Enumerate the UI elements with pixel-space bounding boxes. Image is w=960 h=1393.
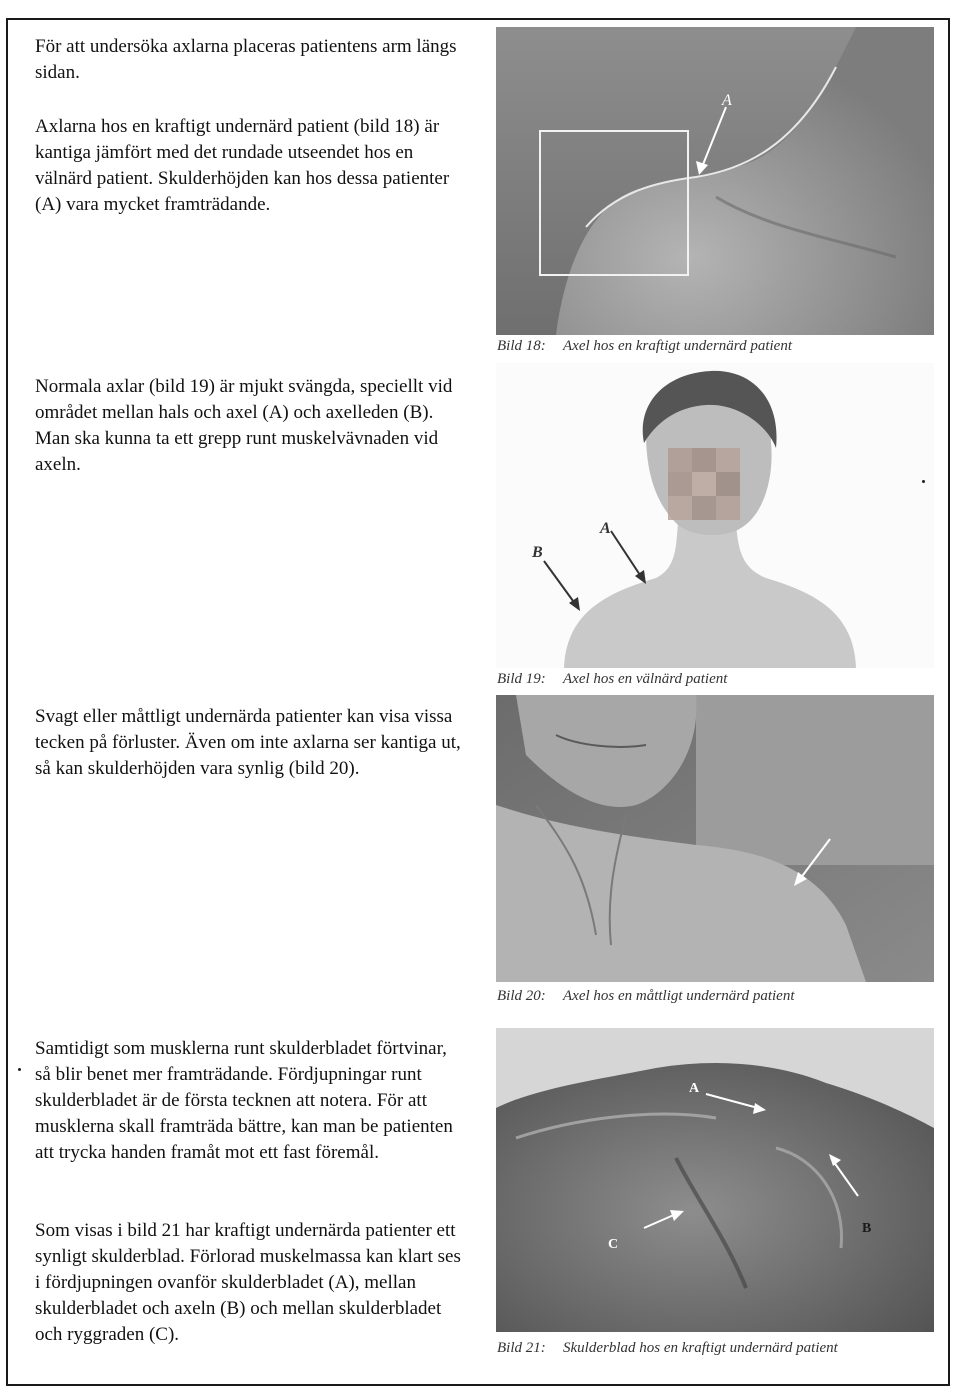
scan-speck: [18, 1068, 21, 1071]
figure-21-label-a: A: [689, 1081, 700, 1096]
figure-20-photo: [496, 695, 934, 982]
moderate-shoulder-photo-icon: [496, 695, 934, 982]
scan-speck: [922, 480, 925, 483]
paragraph-angular-shoulders: Axlarna hos en kraftigt undernärd patient (bild 18) är kantiga jämfört med det rundade utseendet hos en välnärd patient. Skulderhöjden kan hos dessa patienter (A) vara mycket framträdande.: [35, 116, 450, 215]
paragraph-moderate-loss: Svagt eller måttligt undernärda patienter kan visa vissa tecken på förluster. Även om inte axlarna ser kantiga ut, så kan skulderhöjden vara synlig (bild 20).: [35, 706, 461, 779]
emaciated-shoulder-photo-icon: [496, 27, 934, 335]
figure-21-id: Bild 21:: [497, 1340, 546, 1356]
figure-18-id: Bild 18:: [497, 338, 546, 354]
figure-18-caption: [497, 338, 792, 355]
figure-19-caption: [497, 671, 727, 688]
figure-18-label-a: A: [722, 92, 732, 109]
figure-20-id: Bild 20:: [497, 988, 546, 1004]
paragraph-visible-shoulder-blade: Som visas i bild 21 har kraftigt undernärda patienter ett synligt skulderblad. Förlorad muskelmassa kan klart ses i fördjupningen ovanför skulderbladet (A), mellan skulderbladet och axeln (B) och mellan skulderbladet och ryggraden (C).: [35, 1220, 461, 1345]
shoulder-blade-photo-icon: [496, 1028, 934, 1332]
figure-21-label-b: B: [862, 1221, 872, 1236]
figure-19-photo: [496, 363, 934, 668]
figure-20-caption: [497, 988, 795, 1005]
well-nourished-shoulder-photo-icon: [496, 363, 934, 668]
paragraph-arm-position: För att undersöka axlarna placeras patientens arm längs sidan.: [35, 36, 457, 83]
figure-19-id: Bild 19:: [497, 671, 546, 687]
figure-18-caption-text: Axel hos en kraftigt undernärd patient: [563, 338, 792, 354]
paragraph-shoulder-blade-muscles: Samtidigt som musklerna runt skulderbladet förtvinar, så blir benet mer framträdande. Fördjupningar runt skulderbladet är de första tecknen att notera. För att musklerna skall framträda bättre, kan man be patienten att trycka handen framåt mot ett fast föremål.: [35, 1038, 453, 1163]
paragraph-normal-shoulders: Normala axlar (bild 19) är mjukt svängda, speciellt vid området mellan hals och axel (A) och axelleden (B). Man ska kunna ta ett grepp runt muskelvävnaden vid axeln.: [35, 376, 453, 475]
figure-21-photo: [496, 1028, 934, 1332]
figure-19-caption-text: Axel hos en välnärd patient: [563, 671, 728, 687]
figure-21-caption-text: Skulderblad hos en kraftigt undernärd patient: [563, 1340, 838, 1356]
figure-21-caption: [497, 1340, 838, 1357]
figure-19-label-a: A: [600, 520, 611, 537]
figure-20-caption-text: Axel hos en måttligt undernärd patient: [563, 988, 795, 1004]
figure-21-label-c: C: [608, 1237, 619, 1252]
figure-19-label-b: B: [532, 544, 543, 561]
figure-18-photo: [496, 27, 934, 335]
